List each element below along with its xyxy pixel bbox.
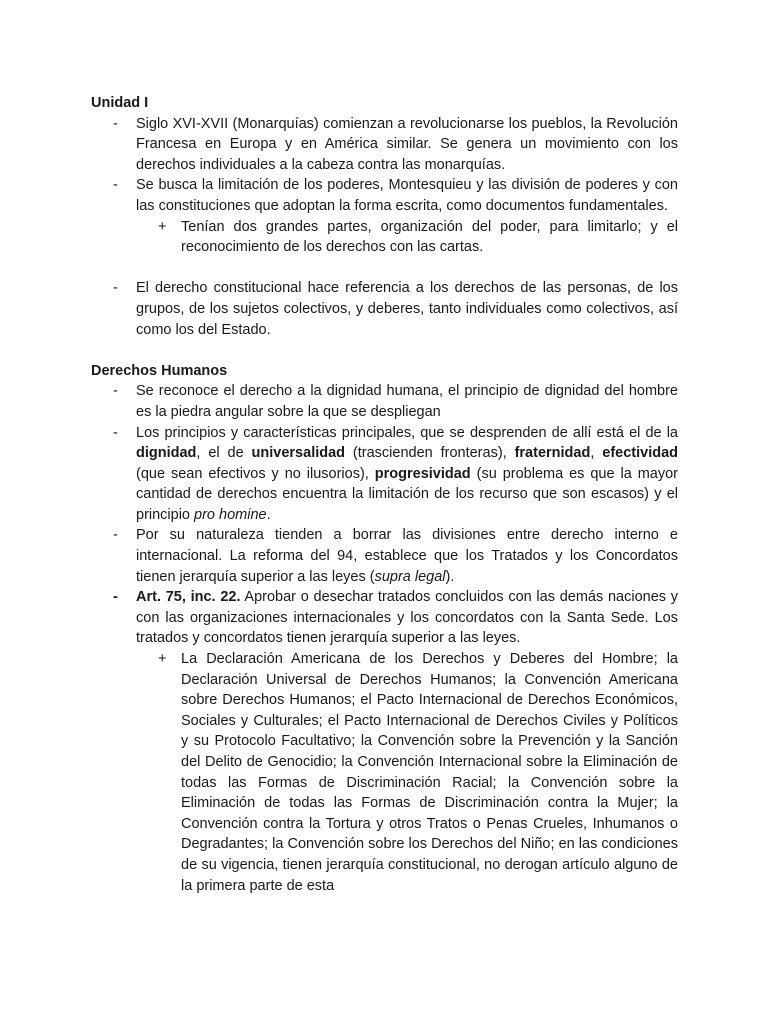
list-item-text xyxy=(136,527,678,584)
article-reference: Art. 75, inc. 22. xyxy=(136,589,241,606)
text-run: (trascienden fronteras), xyxy=(345,445,515,462)
list-item-text: Se reconoce el derecho a la dignidad humana, el principio de dignidad del hombre es la piedra angular sobre la que se despliegan xyxy=(136,383,678,420)
text-run: , el de xyxy=(196,445,252,462)
list-item xyxy=(91,525,678,587)
section-heading-derechos-humanos: Derechos Humanos xyxy=(91,362,228,379)
dash-bullet: - xyxy=(113,589,118,606)
text-run: (que sean efectivos y no ilusorios), xyxy=(136,465,375,482)
bold-term-dignidad: dignidad xyxy=(136,445,197,462)
text-run: Los principios y características principales, que se desprenden de allí está el de la xyxy=(136,424,678,441)
dash-bullet: - xyxy=(113,177,118,194)
italic-term-supra-legal: supra legal xyxy=(374,568,446,585)
list-item-text: Siglo XVI-XVII (Monarquías) comienzan a revolucionarse los pueblos, la Revolución Francesa en Europa y en América similar. Se genera un movimiento con los derechos individuales a la cabeza contra las monarquías. xyxy=(136,115,678,173)
plus-bullet: + xyxy=(158,651,167,668)
bold-term-efectividad: efectividad xyxy=(602,445,678,462)
list-item-text: Se busca la limitación de los poderes, Montesquieu y las división de poderes y con las constituciones que adoptan la forma escrita, como documentos fundamentales. xyxy=(136,177,678,214)
dash-bullet: - xyxy=(113,280,118,297)
dash-bullet: - xyxy=(113,424,118,441)
list-item-text xyxy=(136,425,678,523)
text-run: (su problema es que la mayor cantidad de derechos encuentra la limitación de los recurso que son escasos) y el principio xyxy=(136,465,679,523)
text-run: , xyxy=(590,445,603,462)
list-item xyxy=(91,381,678,422)
text-run: Aprobar o desechar tratados concluidos con las demás naciones y con las organizaciones internacionales y los concordatos con la Santa Sede. Los tratados y concordatos tienen jerarquía superior a las leyes. xyxy=(136,589,678,647)
dash-bullet: - xyxy=(113,115,118,132)
document-page xyxy=(91,93,678,896)
list-item xyxy=(91,278,678,340)
list-item xyxy=(91,175,678,257)
spacer xyxy=(91,340,678,361)
unidad-list xyxy=(91,114,678,258)
dash-bullet: - xyxy=(113,527,118,544)
sub-list-item xyxy=(136,649,678,896)
list-item xyxy=(91,114,678,176)
section-heading-unidad: Unidad I xyxy=(91,95,149,111)
list-item-text: El derecho constitucional hace referencia a los derechos de las personas, de los grupos, de los sujetos colectivos, y deberes, tanto individuales como colectivos, así como los del Estado. xyxy=(136,280,678,338)
sub-list-item xyxy=(136,217,678,258)
bold-term-fraternidad: fraternidad xyxy=(514,445,591,462)
text-run: . xyxy=(266,506,271,523)
text-run: Por su naturaleza tienden a borrar las divisiones entre derecho interno e internacional. La reforma del 94, establece que los Tratados y los Concordatos tienen jerarquía superior a las leyes ( xyxy=(136,527,678,585)
sub-list-item-text: Tenían dos grandes partes, organización del poder, para limitarlo; y el reconocimiento de los derechos con las cartas. xyxy=(181,218,678,256)
plus-bullet: + xyxy=(158,218,167,235)
dash-bullet: - xyxy=(113,383,118,400)
bold-term-progresividad: progresividad xyxy=(374,465,471,482)
text-run: ). xyxy=(445,568,455,585)
list-item xyxy=(91,423,678,526)
list-item-text xyxy=(136,589,678,646)
list-item xyxy=(91,587,678,896)
sub-list xyxy=(136,649,678,896)
derechos-list xyxy=(91,381,678,896)
bold-term-universalidad: universalidad xyxy=(251,445,346,462)
spacer xyxy=(91,258,678,279)
sub-list-item-text: La Declaración Americana de los Derechos y Deberes del Hombre; la Declaración Universal de Derechos Humanos; la Convención Americana sobre Derechos Humanos; el Pacto Internacional de Derechos Económicos, Sociales y Culturales; el Pacto Internacional de Derechos Civiles y Políticos y su Protocolo Facultativo; la Convención sobre la Prevención y la Sanción del Delito de Genocidio; la Convención Internacional sobre la Eliminación de todas las Formas de Discriminación Racial; la Convención sobre la Eliminación de todas las Formas de Discriminación contra la Mujer; la Convención contra la Tortura y otros Tratos o Penas Crueles, Inhumanos o Degradantes; la Convención sobre los Derechos del Niño; en las condiciones de su vigencia, tienen jerarquía constitucional, no derogan artículo alguno de la primera parte de esta xyxy=(181,651,678,894)
unidad-list-continued xyxy=(91,278,678,340)
italic-term-pro-homine: pro homine xyxy=(194,506,267,523)
sub-list xyxy=(136,217,678,258)
